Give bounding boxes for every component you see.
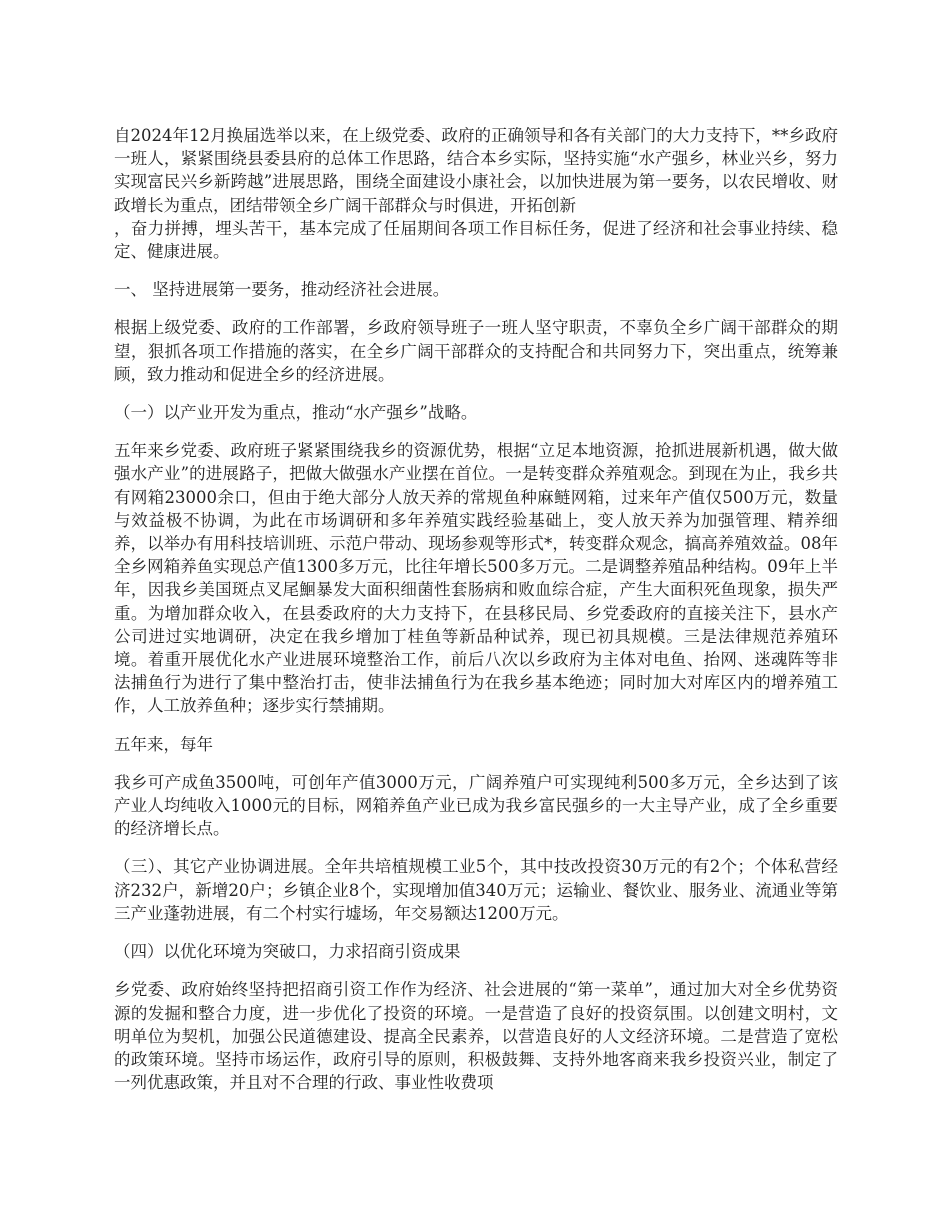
document-body — [114, 124, 838, 1109]
body-paragraph: 乡党委、政府始终坚持把招商引资工作作为经济、社会进展的“第一菜单”，通过加大对全乡优势资源的发掘和整合力度，进一步优化了投资的环境。一是营造了良好的投资氛围。以创建文明村，文明单位为契机，加强公民道德建设、提高全民素养，以营造良好的人文经济环境。二是营造了宽松的政策环境。坚持市场运作，政府引导的原则，积极鼓舞、支持外地客商来我乡投资兴业，制定了一列优惠政策，并且对不合理的行政、事业性收费项 — [114, 980, 838, 1093]
body-paragraph: 五年来，每年 — [114, 734, 213, 754]
body-paragraph: 根据上级党委、政府的工作部署，乡政府领导班子一班人坚守职责，不辜负全乡广阔干部群众的期望，狠抓各项工作措施的落实，在全乡广阔干部群众的支持配合和共同努力下，突出重点，统筹兼顾，致力推动和促进全乡的经济进展。 — [114, 318, 838, 384]
subsection-heading-4: （四）以优化环境为突破口，力求招商引资成果 — [114, 942, 461, 962]
subsection-heading-1: （一）以产业开发为重点，推动“水产强乡”战略。 — [114, 403, 478, 423]
body-paragraph: 我乡可产成鱼3500吨，可创年产值3000万元，广阔养殖户可实现纯利500多万元，全乡达到了该产业人均纯收入1000元的目标，网箱养鱼产业已成为我乡富民强乡的一大主导产业，成了全乡重要的经济增长点。 — [114, 772, 838, 839]
subsection-heading-3: （三）、其它产业协调进展。全年共培植规模工业5个，其中技改投资30万元的有2个；个体私营经济232户，新增20户；乡镇企业8个，实现增加值340万元；运输业、餐饮业、服务业、流通业等第三产业蓬勃进展，有二个村实行墟场，年交易额达1200万元。 — [114, 857, 838, 923]
section-heading-1: 一、 坚持进展第一要务，推动经济社会进展。 — [114, 280, 450, 300]
body-paragraph: 五年来乡党委、政府班子紧紧围绕我乡的资源优势，根据“立足本地资源，抢抓进展新机遇，做大做强水产业”的进展路子，把做大做强水产业摆在首位。一是转变群众养殖观念。到现在为止，我乡共有网箱23000余口，但由于绝大部分人放天养的常规鱼种麻鲢网箱，过来年产值仅500万元，数量与效益极不协调，为此在市场调研和多年养殖实践经验基础上，变人放天养为加强管理、精养细养，以举办有用科技培训班、示范户带动、现场参观等形式*，转变群众观念，搞高养殖效益。08年全乡网箱养鱼实现总产值1300多万元，比往年增长500多万元。二是调整养殖品种结构。09年上半年，因我乡美国斑点叉尾鮰暴发大面积细菌性套肠病和败血综合症，产生大面积死鱼现象，损失严重。为增加群众收入，在县委政府的大力支持下，在县移民局、乡党委政府的直接关注下，县水产公司进过实地调研，决定在我乡增加丁桂鱼等新品种试养，现已初具规模。三是法律规范养殖环境。着重开展优化水产业进展环境整治工作，前后八次以乡政府为主体对电鱼、抬网、迷魂阵等非法捕鱼行为进行了集中整治打击，使非法捕鱼行为在我乡基本绝迹；同时加大对库区内的增养殖工作，人工放养鱼种；逐步实行禁捕期。 — [114, 441, 838, 716]
intro-paragraph: 自2024年12月换届选举以来，在上级党委、政府的正确领导和各有关部门的大力支持下，**乡政府一班人，紧紧围绕县委县府的总体工作思路，结合本乡实际，坚持实施“水产强乡，林业兴乡，努力实现富民兴乡新跨越”进展思路，围绕全面建设小康社会，以加快进展为第一要务，以农民增收、财政增长为重点，团结带领全乡广阔干部群众与时俱进，开拓创新 ，奋力拼搏，埋头苦干，基本完成了任届期间各项工作目标任务，促进了经济和社会事业持续、稳定、健康进展。 — [114, 126, 838, 262]
